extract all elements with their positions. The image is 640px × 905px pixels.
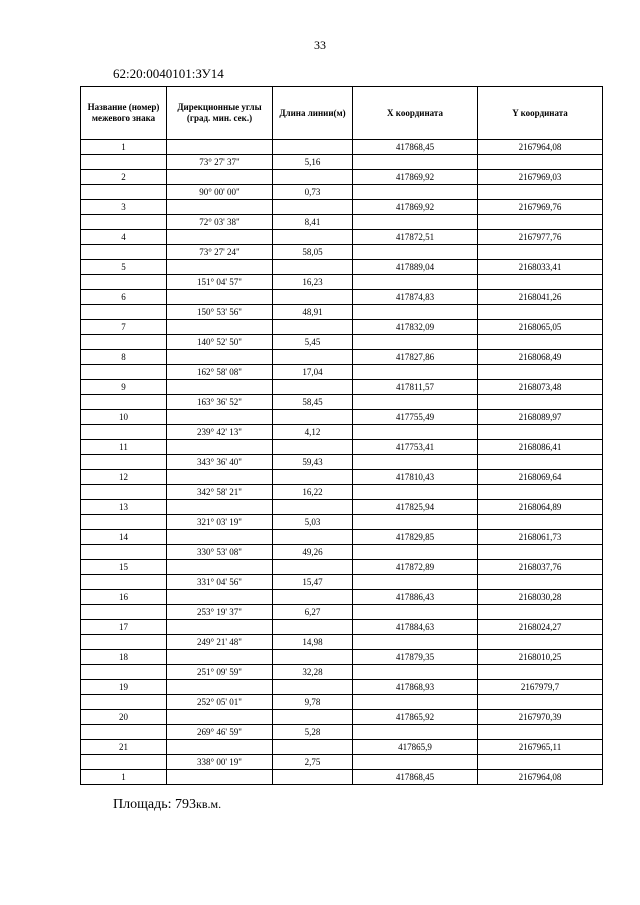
y-coordinate-cell: 2167979,7 [478,680,603,695]
empty-cell [167,170,273,185]
empty-cell [81,605,167,620]
table-row [81,680,603,695]
y-coordinate-cell: 2167970,39 [478,710,603,725]
line-length-cell: 17,04 [273,365,353,380]
empty-cell [81,335,167,350]
direction-angle-cell: 330° 53' 08" [167,545,273,560]
empty-cell [167,380,273,395]
empty-cell [81,275,167,290]
x-coordinate-cell: 417832,09 [353,320,478,335]
empty-cell [167,500,273,515]
x-coordinate-cell: 417755,49 [353,410,478,425]
point-name-cell: 13 [81,500,167,515]
empty-cell [478,215,603,230]
x-coordinate-cell: 417868,93 [353,680,478,695]
point-name-cell: 11 [81,440,167,455]
empty-cell [81,245,167,260]
empty-cell [167,530,273,545]
empty-cell [167,410,273,425]
empty-cell [353,725,478,740]
point-name-cell: 6 [81,290,167,305]
direction-angle-cell: 163° 36' 52" [167,395,273,410]
empty-cell [81,695,167,710]
empty-cell [81,755,167,770]
line-length-cell: 5,03 [273,515,353,530]
y-coordinate-cell: 2168061,73 [478,530,603,545]
empty-cell [478,155,603,170]
empty-cell [81,515,167,530]
table-row [81,140,603,155]
line-length-cell: 5,45 [273,335,353,350]
direction-angle-cell: 342° 58' 21" [167,485,273,500]
table-row [81,155,603,170]
empty-cell [273,290,353,305]
y-coordinate-cell: 2167969,76 [478,200,603,215]
x-coordinate-cell: 417868,45 [353,770,478,785]
y-coordinate-cell: 2168037,76 [478,560,603,575]
x-coordinate-cell: 417879,35 [353,650,478,665]
direction-angle-cell: 338° 00' 19" [167,755,273,770]
area-value: 793 [175,797,196,812]
empty-cell [273,170,353,185]
empty-cell [273,230,353,245]
empty-cell [167,230,273,245]
direction-angle-cell: 252° 05' 01" [167,695,273,710]
x-coordinate-cell: 417869,92 [353,200,478,215]
direction-angle-cell: 140° 52' 50" [167,335,273,350]
empty-cell [353,455,478,470]
x-coordinate-cell: 417865,92 [353,710,478,725]
empty-cell [273,500,353,515]
table-row [81,770,603,785]
empty-cell [478,425,603,440]
empty-cell [273,380,353,395]
empty-cell [81,185,167,200]
table-row [81,260,603,275]
empty-cell [273,710,353,725]
empty-cell [81,455,167,470]
direction-angle-cell: 150° 53' 56" [167,305,273,320]
point-name-cell: 21 [81,740,167,755]
empty-cell [81,155,167,170]
y-coordinate-cell: 2167964,08 [478,140,603,155]
y-coordinate-cell: 2167965,11 [478,740,603,755]
empty-cell [478,455,603,470]
empty-cell [81,425,167,440]
empty-cell [81,545,167,560]
table-row [81,170,603,185]
table-row [81,590,603,605]
empty-cell [273,350,353,365]
line-length-cell: 15,47 [273,575,353,590]
x-coordinate-cell: 417889,04 [353,260,478,275]
y-coordinate-cell: 2168030,28 [478,590,603,605]
table-row [81,755,603,770]
table-row [81,605,603,620]
point-name-cell: 3 [81,200,167,215]
point-name-cell: 19 [81,680,167,695]
empty-cell [353,215,478,230]
table-row [81,500,603,515]
line-length-cell: 32,28 [273,665,353,680]
table-row [81,710,603,725]
table-row [81,530,603,545]
empty-cell [167,260,273,275]
table-row [81,410,603,425]
direction-angle-cell: 249° 21' 48" [167,635,273,650]
y-coordinate-cell: 2168068,49 [478,350,603,365]
empty-cell [273,140,353,155]
empty-cell [167,770,273,785]
empty-cell [353,545,478,560]
empty-cell [478,275,603,290]
point-name-cell: 5 [81,260,167,275]
empty-cell [273,770,353,785]
empty-cell [273,320,353,335]
direction-angle-cell: 321° 03' 19" [167,515,273,530]
point-name-cell: 15 [81,560,167,575]
empty-cell [273,590,353,605]
line-length-cell: 5,28 [273,725,353,740]
point-name-cell: 18 [81,650,167,665]
table-row [81,515,603,530]
empty-cell [478,755,603,770]
table-body [81,140,603,785]
y-coordinate-cell: 2167969,03 [478,170,603,185]
table-row [81,185,603,200]
line-length-cell: 16,23 [273,275,353,290]
page-number: 33 [314,38,326,52]
point-name-cell: 16 [81,590,167,605]
table-row [81,365,603,380]
empty-cell [167,740,273,755]
y-coordinate-cell: 2168065,05 [478,320,603,335]
table-row [81,200,603,215]
table-row [81,350,603,365]
empty-cell [167,590,273,605]
y-coordinate-cell: 2168069,64 [478,470,603,485]
table-row [81,455,603,470]
empty-cell [273,530,353,545]
empty-cell [478,245,603,260]
x-coordinate-cell: 417884,63 [353,620,478,635]
line-length-cell: 58,45 [273,395,353,410]
table-row [81,485,603,500]
x-coordinate-cell: 417825,94 [353,500,478,515]
header-angle: Дирекционные углы (град. мин. сек.) [167,87,273,140]
point-name-cell: 9 [81,380,167,395]
direction-angle-cell: 73° 27' 37" [167,155,273,170]
empty-cell [478,485,603,500]
table-row [81,545,603,560]
direction-angle-cell: 251° 09' 59" [167,665,273,680]
table-row [81,395,603,410]
line-length-cell: 6,27 [273,605,353,620]
y-coordinate-cell: 2168010,25 [478,650,603,665]
area-unit: кв.м. [196,797,222,811]
direction-angle-cell: 331° 04' 56" [167,575,273,590]
y-coordinate-cell: 2168086,41 [478,440,603,455]
empty-cell [167,440,273,455]
empty-cell [81,635,167,650]
table-row [81,695,603,710]
x-coordinate-cell: 417868,45 [353,140,478,155]
empty-cell [167,680,273,695]
direction-angle-cell: 73° 27' 24" [167,245,273,260]
header-name: Название (номер) межевого знака [81,87,167,140]
empty-cell [167,290,273,305]
area-label: Площадь: [113,797,172,812]
empty-cell [167,710,273,725]
empty-cell [353,665,478,680]
table-row [81,740,603,755]
empty-cell [478,305,603,320]
empty-cell [353,365,478,380]
table-row [81,560,603,575]
line-length-cell: 14,98 [273,635,353,650]
y-coordinate-cell: 2167977,76 [478,230,603,245]
empty-cell [478,335,603,350]
header-y: Y координата [478,87,603,140]
area-line [113,797,221,813]
table-row [81,665,603,680]
table-row [81,215,603,230]
point-name-cell: 4 [81,230,167,245]
table-row [81,335,603,350]
x-coordinate-cell: 417872,51 [353,230,478,245]
point-name-cell: 1 [81,140,167,155]
empty-cell [273,620,353,635]
empty-cell [478,605,603,620]
empty-cell [81,725,167,740]
y-coordinate-cell: 2168024,27 [478,620,603,635]
table-row [81,290,603,305]
empty-cell [167,140,273,155]
y-coordinate-cell: 2168064,89 [478,500,603,515]
point-name-cell: 10 [81,410,167,425]
empty-cell [353,425,478,440]
empty-cell [478,395,603,410]
x-coordinate-cell: 417872,89 [353,560,478,575]
header-length: Длина линии(м) [273,87,353,140]
empty-cell [273,560,353,575]
empty-cell [273,650,353,665]
empty-cell [81,575,167,590]
empty-cell [81,395,167,410]
empty-cell [353,635,478,650]
empty-cell [478,185,603,200]
line-length-cell: 9,78 [273,695,353,710]
point-name-cell: 8 [81,350,167,365]
empty-cell [81,305,167,320]
table-row [81,650,603,665]
empty-cell [273,680,353,695]
direction-angle-cell: 90° 00' 00" [167,185,273,200]
y-coordinate-cell: 2168089,97 [478,410,603,425]
empty-cell [81,215,167,230]
table-row [81,575,603,590]
y-coordinate-cell: 2168033,41 [478,260,603,275]
direction-angle-cell: 162° 58' 08" [167,365,273,380]
direction-angle-cell: 239° 42' 13" [167,425,273,440]
empty-cell [478,365,603,380]
line-length-cell: 58,05 [273,245,353,260]
table-row [81,470,603,485]
empty-cell [353,575,478,590]
point-name-cell: 20 [81,710,167,725]
empty-cell [353,695,478,710]
empty-cell [273,200,353,215]
header-x: X координата [353,87,478,140]
empty-cell [353,155,478,170]
empty-cell [353,275,478,290]
empty-cell [167,470,273,485]
empty-cell [353,245,478,260]
coordinates-table [80,86,603,785]
x-coordinate-cell: 417869,92 [353,170,478,185]
empty-cell [478,665,603,680]
empty-cell [167,350,273,365]
table-row [81,305,603,320]
y-coordinate-cell: 2168073,48 [478,380,603,395]
point-name-cell: 1 [81,770,167,785]
table-row [81,635,603,650]
empty-cell [167,620,273,635]
empty-cell [353,395,478,410]
point-name-cell: 17 [81,620,167,635]
empty-cell [273,740,353,755]
point-name-cell: 7 [81,320,167,335]
empty-cell [167,200,273,215]
x-coordinate-cell: 417874,83 [353,290,478,305]
empty-cell [167,650,273,665]
point-name-cell: 14 [81,530,167,545]
table-header-row [81,87,603,140]
empty-cell [353,335,478,350]
line-length-cell: 5,16 [273,155,353,170]
x-coordinate-cell: 417829,85 [353,530,478,545]
line-length-cell: 59,43 [273,455,353,470]
x-coordinate-cell: 417886,43 [353,590,478,605]
empty-cell [273,440,353,455]
table-row [81,380,603,395]
empty-cell [81,485,167,500]
direction-angle-cell: 151° 04' 57" [167,275,273,290]
empty-cell [167,320,273,335]
empty-cell [478,695,603,710]
empty-cell [353,485,478,500]
empty-cell [478,575,603,590]
point-name-cell: 2 [81,170,167,185]
x-coordinate-cell: 417827,86 [353,350,478,365]
direction-angle-cell: 269° 46' 59" [167,725,273,740]
empty-cell [353,185,478,200]
line-length-cell: 8,41 [273,215,353,230]
table-row [81,620,603,635]
x-coordinate-cell: 417753,41 [353,440,478,455]
parcel-id: 62:20:0040101:ЗУ14 [113,66,224,81]
table-row [81,440,603,455]
empty-cell [167,560,273,575]
direction-angle-cell: 343° 36' 40" [167,455,273,470]
y-coordinate-cell: 2168041,26 [478,290,603,305]
empty-cell [273,260,353,275]
empty-cell [478,545,603,560]
table-row [81,725,603,740]
table-row [81,275,603,290]
empty-cell [353,605,478,620]
empty-cell [81,665,167,680]
line-length-cell: 0,73 [273,185,353,200]
empty-cell [478,635,603,650]
empty-cell [353,755,478,770]
x-coordinate-cell: 417810,43 [353,470,478,485]
point-name-cell: 12 [81,470,167,485]
x-coordinate-cell: 417811,57 [353,380,478,395]
empty-cell [353,305,478,320]
line-length-cell: 16,22 [273,485,353,500]
empty-cell [478,725,603,740]
y-coordinate-cell: 2167964,08 [478,770,603,785]
x-coordinate-cell: 417865,9 [353,740,478,755]
line-length-cell: 4,12 [273,425,353,440]
table-row [81,245,603,260]
line-length-cell: 49,26 [273,545,353,560]
direction-angle-cell: 72° 03' 38" [167,215,273,230]
empty-cell [81,365,167,380]
table-row [81,320,603,335]
line-length-cell: 48,91 [273,305,353,320]
empty-cell [273,470,353,485]
empty-cell [353,515,478,530]
line-length-cell: 2,75 [273,755,353,770]
table-row [81,425,603,440]
direction-angle-cell: 253° 19' 37" [167,605,273,620]
empty-cell [478,515,603,530]
empty-cell [273,410,353,425]
table-row [81,230,603,245]
